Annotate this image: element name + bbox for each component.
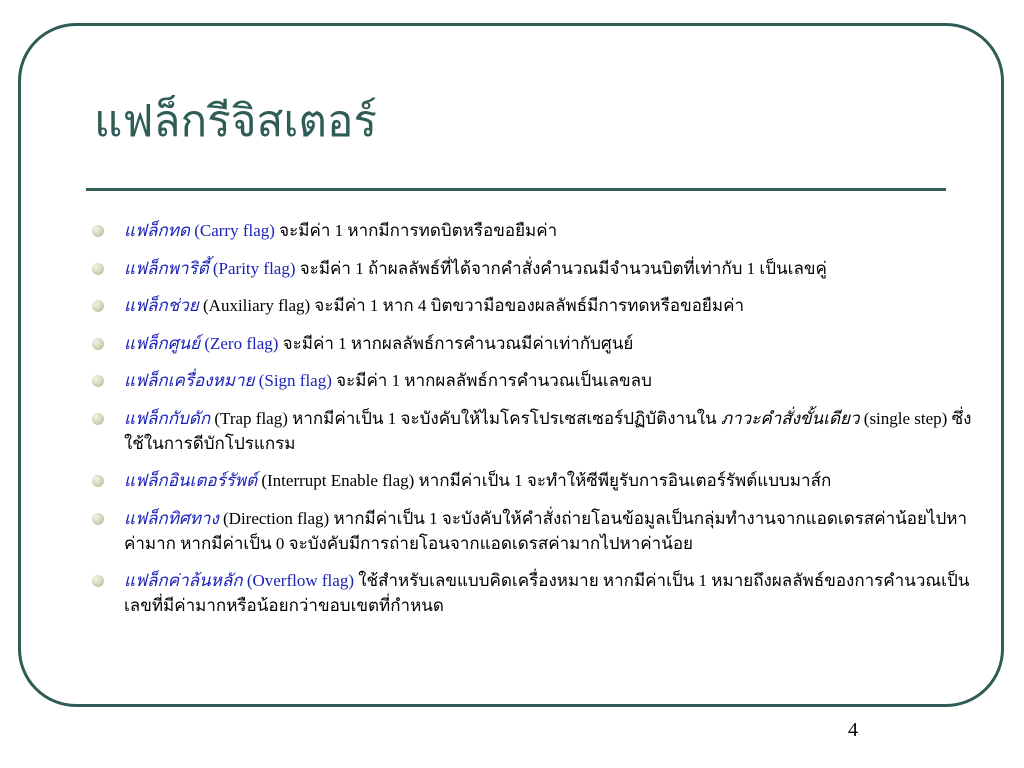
term: แฟล็กค่าล้นหลัก bbox=[124, 571, 243, 590]
term: แฟล็กอินเตอร์รัพต์ bbox=[124, 471, 258, 490]
slide-title: แฟล็กรีจิสเตอร์ bbox=[94, 97, 378, 146]
bullet-icon bbox=[92, 375, 104, 387]
description: (Auxiliary flag) จะมีค่า 1 หาก 4 บิตขวามือของผลลัพธ์มีการทดหรือขอยืมค่า bbox=[198, 296, 745, 315]
term: แฟล็กกับดัก bbox=[124, 408, 211, 428]
term: แฟล็กศูนย์ bbox=[124, 333, 201, 353]
term: แฟล็กทิศทาง bbox=[124, 508, 219, 528]
term: แฟล็กเครื่องหมาย bbox=[124, 371, 255, 390]
term: แฟล็กพาริตี้ bbox=[124, 258, 209, 278]
list-item-parity-flag bbox=[92, 256, 972, 281]
bullet-icon bbox=[92, 575, 104, 587]
title-divider bbox=[86, 188, 946, 191]
bullet-icon bbox=[92, 263, 104, 275]
description: (Interrupt Enable flag) หากมีค่าเป็น 1 จะทำให้ซีพียูรับการอินเตอร์รัพต์แบบมาส์ก bbox=[257, 471, 832, 490]
list-item-direction-flag bbox=[92, 506, 972, 556]
list-item-trap-flag bbox=[92, 406, 972, 456]
term-english: (Carry flag) bbox=[189, 221, 275, 240]
bullet-list bbox=[92, 218, 972, 631]
description: (Direction flag) หากมีค่าเป็น 1 จะบังคับให้คำสั่งถ่ายโอนข้อมูลเป็นกลุ่มทำงานจากแอดเดรสค่าน้อยไปหาค่ามาก หากมีค่าเป็น 0 จะบังคับมีการถ่ายโอนจากแอดเดรสค่ามากไปหาค่าน้อย bbox=[124, 508, 968, 553]
description: (Trap flag) หากมีค่าเป็น 1 จะบังคับให้ไมโครโปรเซสเซอร์ปฏิบัติงานใน bbox=[210, 408, 721, 428]
bullet-icon bbox=[92, 300, 104, 312]
list-item-sign-flag bbox=[92, 368, 972, 393]
list-item-carry-flag bbox=[92, 218, 972, 243]
term: แฟล็กทด bbox=[124, 221, 190, 240]
page-number: 4 bbox=[848, 719, 858, 741]
bullet-icon bbox=[92, 225, 104, 237]
list-item-interrupt-flag bbox=[92, 468, 972, 493]
description: จะมีค่า 1 หากผลลัพธ์การคำนวณมีค่าเท่ากับศูนย์ bbox=[278, 333, 634, 353]
description: จะมีค่า 1 หากผลลัพธ์การคำนวณเป็นเลขลบ bbox=[331, 371, 652, 390]
term-english: (Overflow flag) bbox=[242, 571, 354, 590]
bullet-icon bbox=[92, 475, 104, 487]
emphasis: ภาวะคำสั่งขั้นเดียว bbox=[720, 408, 860, 428]
term-english: (Sign flag) bbox=[254, 371, 332, 390]
bullet-icon bbox=[92, 338, 104, 350]
list-item-zero-flag bbox=[92, 331, 972, 356]
list-item-overflow-flag bbox=[92, 568, 972, 618]
description: จะมีค่า 1 หากมีการทดบิตหรือขอยืมค่า bbox=[274, 221, 558, 240]
description: ใช้สำหรับเลขแบบคิดเครื่องหมาย หากมีค่าเป็น 1 หมายถึงผลลัพธ์ของการคำนวณเป็นเลขที่มีค่ามากหรือน้อยกว่าขอบเขตที่กำหนด bbox=[124, 571, 970, 615]
term-english: (Parity flag) bbox=[208, 258, 296, 278]
bullet-icon bbox=[92, 413, 104, 425]
list-item-auxiliary-flag bbox=[92, 293, 972, 318]
bullet-icon bbox=[92, 513, 104, 525]
term: แฟล็กช่วย bbox=[124, 296, 199, 315]
term-english: (Zero flag) bbox=[200, 333, 279, 353]
description-tail: (single step) ซึ่งใช้ในการดีบักโปรแกรม bbox=[124, 408, 972, 453]
description: จะมีค่า 1 ถ้าผลลัพธ์ที่ได้จากคำสั่งคำนวณมีจำนวนบิตที่เท่ากับ 1 เป็นเลขคู่ bbox=[295, 258, 827, 278]
